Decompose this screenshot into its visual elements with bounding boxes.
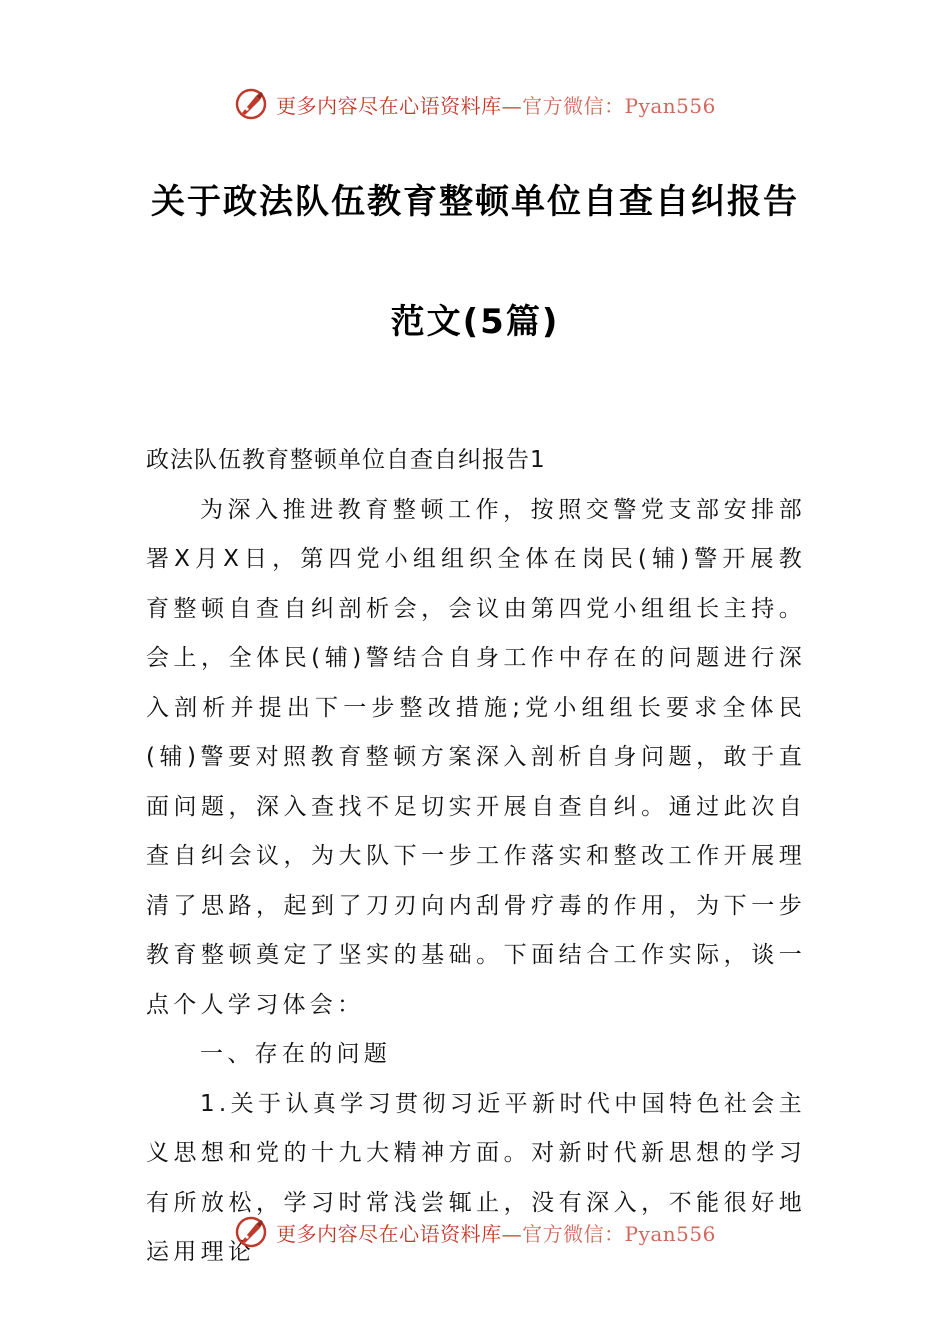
document-body: [146, 436, 806, 1278]
pen-nib-logo-icon: [234, 87, 268, 121]
document-title-line-2: 范文(5篇): [390, 302, 560, 342]
pen-nib-logo-icon: [234, 1215, 268, 1249]
body-paragraph-2: 1.关于认真学习贯彻习近平新时代中国特色社会主义思想和党的十九大精神方面。对新时代新思想的学习有所放松，学习时常浅尝辄止，没有深入，不能很好地运用理论: [146, 1090, 806, 1265]
document-title-line-1: 关于政法队伍教育整顿单位自查自纠报告: [151, 182, 799, 222]
wechat-id: Pyan556: [624, 93, 716, 118]
footer-banner: [0, 1212, 950, 1252]
footer-banner-text: 更多内容尽在心语资料库—官方微信：Pyan556: [276, 1221, 716, 1246]
header-banner-text: 更多内容尽在心语资料库—官方微信：Pyan556: [276, 93, 716, 118]
wechat-id: Pyan556: [624, 1221, 716, 1246]
body-paragraph-1: 为深入推进教育整顿工作，按照交警党支部安排部署X月X日，第四党小组组织全体在岗民(辅)警开展教育整顿自查自纠剖析会，会议由第四党小组组长主持。会上，全体民(辅)警结合自身工作中存在的问题进行深入剖析并提出下一步整改措施;党小组组长要求全体民(辅)警要对照教育整顿方案深入剖析自身问题，敢于直面问题，深入查找不足切实开展自查自纠。通过此次自查自纠会议，为大队下一步工作落实和整改工作开展理清了思路，起到了刀刃向内刮骨疗毒的作用，为下一步教育整顿奠定了坚实的基础。下面结合工作实际，谈一点个人学习体会：: [146, 496, 806, 1018]
header-banner: [0, 84, 950, 124]
section-heading-problems: 一、存在的问题: [200, 1041, 392, 1067]
report-subheading: 政法队伍教育整顿单位自查自纠报告1: [146, 447, 546, 473]
